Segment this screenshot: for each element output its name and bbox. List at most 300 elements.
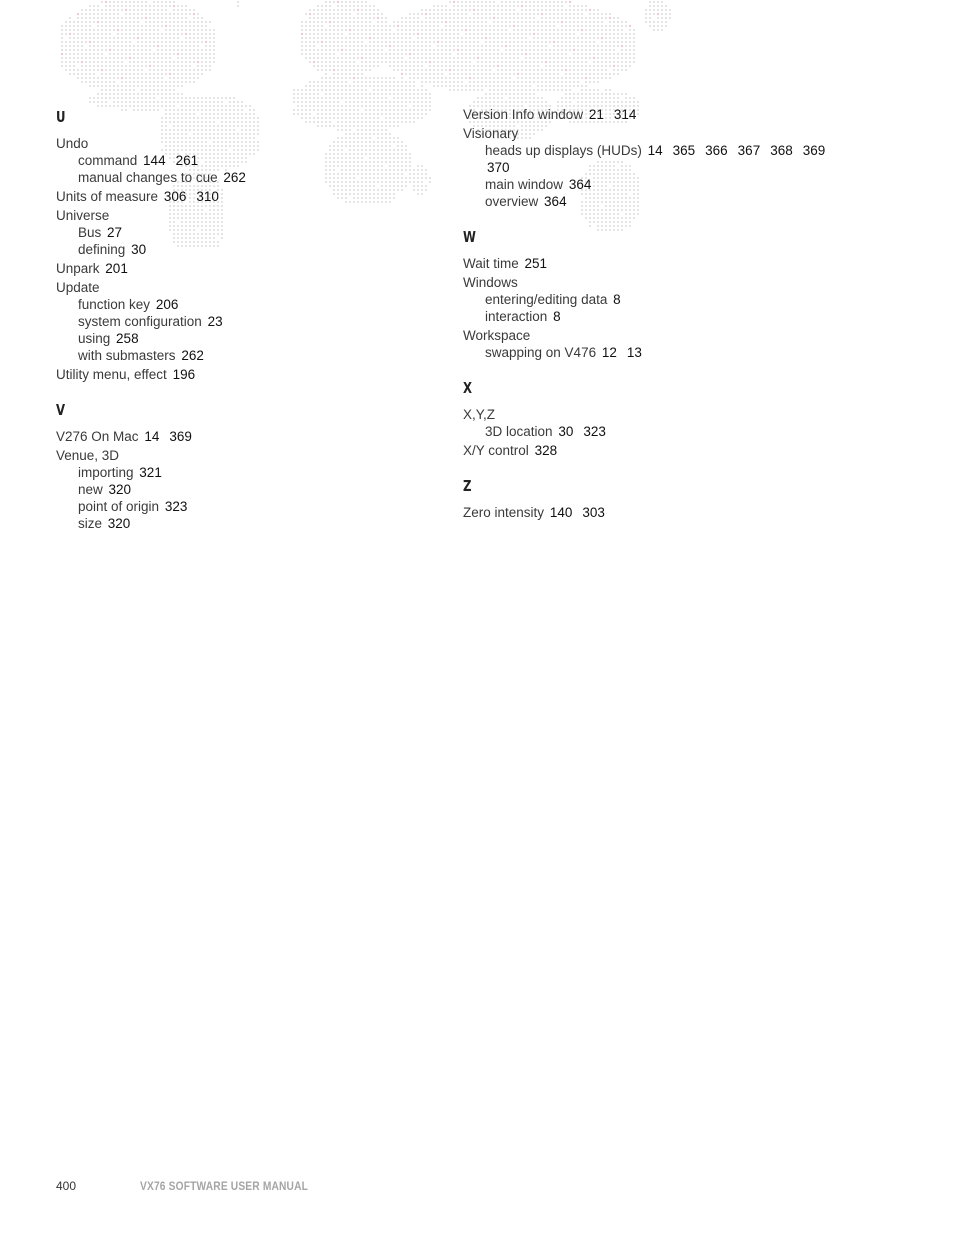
map-dot bbox=[609, 17, 611, 19]
map-dot bbox=[445, 57, 447, 59]
map-dot bbox=[85, 65, 87, 67]
map-dot bbox=[333, 77, 335, 79]
map-dot bbox=[93, 45, 95, 47]
map-dot bbox=[561, 37, 563, 39]
map-dot bbox=[505, 17, 507, 19]
map-dot bbox=[197, 77, 199, 79]
map-dot bbox=[169, 45, 171, 47]
map-dot bbox=[345, 21, 347, 23]
map-dot bbox=[497, 57, 499, 59]
map-dot bbox=[213, 29, 215, 31]
map-dot bbox=[425, 21, 427, 23]
map-dot bbox=[161, 65, 163, 67]
map-dot bbox=[333, 21, 335, 23]
map-dot bbox=[437, 73, 439, 75]
map-dot bbox=[169, 57, 171, 59]
map-dot bbox=[461, 73, 463, 75]
map-dot bbox=[417, 73, 419, 75]
map-dot bbox=[557, 33, 559, 35]
map-dot bbox=[601, 17, 603, 19]
map-dot bbox=[345, 45, 347, 47]
map-dot bbox=[433, 17, 435, 19]
map-dot bbox=[201, 101, 203, 103]
map-dot bbox=[481, 73, 483, 75]
map-dot bbox=[589, 41, 591, 43]
map-dot bbox=[105, 89, 107, 91]
map-dot bbox=[549, 25, 551, 27]
map-dot bbox=[573, 73, 575, 75]
map-dot bbox=[145, 81, 147, 83]
map-dot bbox=[553, 41, 555, 43]
map-dot bbox=[545, 21, 547, 23]
map-dot bbox=[329, 53, 331, 55]
map-dot bbox=[461, 57, 463, 59]
map-dot bbox=[565, 21, 567, 23]
map-dot bbox=[393, 61, 395, 63]
map-dot bbox=[125, 29, 127, 31]
map-dot bbox=[105, 33, 107, 35]
map-dot bbox=[653, 9, 655, 11]
map-dot bbox=[533, 65, 535, 67]
map-dot bbox=[453, 25, 455, 27]
map-dot bbox=[593, 17, 595, 19]
index-entry bbox=[56, 260, 436, 277]
map-dot bbox=[97, 13, 99, 15]
map-dot bbox=[337, 49, 339, 51]
map-dot bbox=[201, 41, 203, 43]
map-dot bbox=[561, 101, 563, 103]
map-dot bbox=[529, 61, 531, 63]
map-dot bbox=[525, 13, 527, 15]
map-dot bbox=[613, 21, 615, 23]
map-dot bbox=[489, 65, 491, 67]
map-dot bbox=[149, 97, 151, 99]
map-dot bbox=[81, 49, 83, 51]
map-dot bbox=[325, 97, 327, 99]
map-dot bbox=[469, 89, 471, 91]
map-dot bbox=[341, 93, 343, 95]
map-dot bbox=[533, 5, 535, 7]
map-dot bbox=[621, 33, 623, 35]
map-dot bbox=[625, 33, 627, 35]
map-dot bbox=[81, 29, 83, 31]
map-dot bbox=[73, 73, 75, 75]
map-dot bbox=[381, 33, 383, 35]
map-dot bbox=[209, 49, 211, 51]
map-dot bbox=[561, 97, 563, 99]
map-dot bbox=[89, 81, 91, 83]
map-dot bbox=[369, 65, 371, 67]
map-dot bbox=[513, 21, 515, 23]
map-dot bbox=[77, 57, 79, 59]
map-dot bbox=[65, 25, 67, 27]
map-dot bbox=[489, 97, 491, 99]
map-dot bbox=[205, 45, 207, 47]
map-dot bbox=[109, 21, 111, 23]
map-dot bbox=[625, 49, 627, 51]
map-dot bbox=[121, 81, 123, 83]
map-dot bbox=[481, 85, 483, 87]
map-dot bbox=[169, 53, 171, 55]
map-dot bbox=[105, 17, 107, 19]
map-dot bbox=[441, 53, 443, 55]
index-section bbox=[56, 106, 436, 383]
map-dot bbox=[137, 85, 139, 87]
map-dot bbox=[521, 37, 523, 39]
map-dot bbox=[597, 17, 599, 19]
map-dot bbox=[165, 53, 167, 55]
map-dot bbox=[653, 21, 655, 23]
map-dot bbox=[493, 33, 495, 35]
map-dot bbox=[173, 33, 175, 35]
map-dot bbox=[125, 101, 127, 103]
map-dot bbox=[501, 45, 503, 47]
map-dot bbox=[325, 73, 327, 75]
map-dot bbox=[469, 5, 471, 7]
map-dot bbox=[193, 97, 195, 99]
map-dot bbox=[445, 85, 447, 87]
map-dot bbox=[93, 69, 95, 71]
map-dot bbox=[465, 37, 467, 39]
map-dot bbox=[577, 61, 579, 63]
map-dot bbox=[133, 5, 135, 7]
map-dot bbox=[561, 65, 563, 67]
map-dot bbox=[557, 73, 559, 75]
map-dot bbox=[405, 33, 407, 35]
map-dot bbox=[609, 37, 611, 39]
map-dot bbox=[549, 21, 551, 23]
map-dot bbox=[405, 41, 407, 43]
map-dot bbox=[489, 1, 491, 3]
map-dot bbox=[537, 65, 539, 67]
map-dot bbox=[93, 81, 95, 83]
map-dot bbox=[577, 97, 579, 99]
map-dot bbox=[297, 97, 299, 99]
map-dot bbox=[337, 73, 339, 75]
map-dot bbox=[477, 77, 479, 79]
index-entry-line bbox=[463, 106, 893, 123]
map-dot bbox=[393, 33, 395, 35]
map-dot bbox=[557, 13, 559, 15]
map-dot bbox=[341, 41, 343, 43]
page-reference: 13 bbox=[626, 345, 642, 360]
map-dot bbox=[125, 77, 127, 79]
map-dot bbox=[381, 57, 383, 59]
map-dot bbox=[117, 77, 119, 79]
map-dot bbox=[133, 13, 135, 15]
map-dot bbox=[181, 49, 183, 51]
map-dot bbox=[569, 69, 571, 71]
map-dot bbox=[557, 85, 559, 87]
map-dot bbox=[521, 21, 523, 23]
map-dot bbox=[101, 29, 103, 31]
map-dot bbox=[349, 33, 351, 35]
map-dot bbox=[425, 45, 427, 47]
map-dot bbox=[137, 77, 139, 79]
map-dot bbox=[457, 65, 459, 67]
map-dot bbox=[525, 17, 527, 19]
map-dot bbox=[133, 21, 135, 23]
map-dot bbox=[101, 57, 103, 59]
map-dot bbox=[117, 93, 119, 95]
map-dot bbox=[609, 41, 611, 43]
map-dot bbox=[385, 53, 387, 55]
map-dot bbox=[429, 41, 431, 43]
map-dot bbox=[505, 33, 507, 35]
map-dot bbox=[489, 33, 491, 35]
map-dot bbox=[469, 37, 471, 39]
map-dot bbox=[393, 101, 395, 103]
map-dot bbox=[509, 57, 511, 59]
map-dot bbox=[413, 57, 415, 59]
map-dot bbox=[525, 41, 527, 43]
map-dot bbox=[89, 13, 91, 15]
map-dot bbox=[341, 33, 343, 35]
map-dot bbox=[417, 97, 419, 99]
map-dot bbox=[429, 13, 431, 15]
map-dot bbox=[425, 17, 427, 19]
map-dot bbox=[497, 41, 499, 43]
map-dot bbox=[509, 45, 511, 47]
map-dot bbox=[93, 41, 95, 43]
page-reference: 27 bbox=[107, 225, 123, 240]
map-dot bbox=[381, 41, 383, 43]
map-dot bbox=[321, 85, 323, 87]
map-dot bbox=[93, 85, 95, 87]
map-dot bbox=[441, 29, 443, 31]
page-reference: 364 bbox=[568, 177, 592, 192]
map-dot bbox=[505, 21, 507, 23]
map-dot bbox=[405, 89, 407, 91]
map-dot bbox=[545, 1, 547, 3]
map-dot bbox=[293, 97, 295, 99]
map-dot bbox=[529, 9, 531, 11]
map-dot bbox=[213, 61, 215, 63]
map-dot bbox=[433, 69, 435, 71]
map-dot bbox=[337, 81, 339, 83]
map-dot bbox=[305, 37, 307, 39]
map-dot bbox=[473, 57, 475, 59]
map-dot bbox=[513, 73, 515, 75]
index-entry bbox=[463, 274, 893, 325]
map-dot bbox=[441, 57, 443, 59]
map-dot bbox=[633, 29, 635, 31]
map-dot bbox=[105, 61, 107, 63]
map-dot bbox=[133, 49, 135, 51]
map-dot bbox=[373, 5, 375, 7]
map-dot bbox=[181, 61, 183, 63]
map-dot bbox=[389, 57, 391, 59]
map-dot bbox=[389, 93, 391, 95]
map-dot bbox=[605, 33, 607, 35]
index-entry-line bbox=[463, 406, 893, 423]
map-dot bbox=[125, 65, 127, 67]
map-dot bbox=[345, 89, 347, 91]
map-dot bbox=[565, 93, 567, 95]
map-dot bbox=[185, 65, 187, 67]
map-dot bbox=[481, 13, 483, 15]
map-dot bbox=[585, 25, 587, 27]
map-dot bbox=[385, 85, 387, 87]
map-dot bbox=[101, 53, 103, 55]
map-dot bbox=[465, 49, 467, 51]
map-dot bbox=[161, 21, 163, 23]
map-dot bbox=[321, 5, 323, 7]
map-dot bbox=[633, 41, 635, 43]
map-dot bbox=[589, 25, 591, 27]
page-reference: 314 bbox=[613, 107, 637, 122]
map-dot bbox=[105, 13, 107, 15]
map-dot bbox=[589, 13, 591, 15]
map-dot bbox=[441, 41, 443, 43]
map-dot bbox=[325, 49, 327, 51]
map-dot bbox=[581, 69, 583, 71]
map-dot bbox=[113, 61, 115, 63]
map-dot bbox=[541, 17, 543, 19]
map-dot bbox=[549, 81, 551, 83]
map-dot bbox=[73, 65, 75, 67]
map-dot bbox=[141, 1, 143, 3]
map-dot bbox=[69, 49, 71, 51]
map-dot bbox=[209, 45, 211, 47]
map-dot bbox=[441, 69, 443, 71]
map-dot bbox=[317, 61, 319, 63]
map-dot bbox=[597, 57, 599, 59]
map-dot bbox=[429, 93, 431, 95]
map-dot bbox=[349, 93, 351, 95]
map-dot bbox=[369, 61, 371, 63]
map-dot bbox=[525, 5, 527, 7]
map-dot bbox=[557, 21, 559, 23]
map-dot bbox=[429, 73, 431, 75]
map-dot bbox=[325, 65, 327, 67]
map-dot bbox=[141, 77, 143, 79]
map-dot bbox=[473, 33, 475, 35]
map-dot bbox=[165, 21, 167, 23]
map-dot bbox=[425, 77, 427, 79]
map-dot bbox=[165, 37, 167, 39]
map-dot bbox=[469, 25, 471, 27]
map-dot bbox=[353, 73, 355, 75]
map-dot bbox=[161, 101, 163, 103]
map-dot bbox=[165, 93, 167, 95]
map-dot bbox=[589, 97, 591, 99]
map-dot bbox=[485, 93, 487, 95]
map-dot bbox=[581, 17, 583, 19]
map-dot bbox=[501, 81, 503, 83]
map-dot bbox=[129, 85, 131, 87]
map-dot bbox=[493, 29, 495, 31]
map-dot bbox=[97, 41, 99, 43]
map-dot bbox=[545, 57, 547, 59]
map-dot bbox=[517, 29, 519, 31]
map-dot bbox=[185, 33, 187, 35]
map-dot bbox=[409, 49, 411, 51]
map-dot bbox=[173, 9, 175, 11]
map-dot bbox=[453, 77, 455, 79]
map-dot bbox=[173, 21, 175, 23]
map-dot bbox=[157, 41, 159, 43]
map-dot bbox=[457, 9, 459, 11]
map-dot bbox=[617, 69, 619, 71]
map-dot bbox=[545, 29, 547, 31]
map-dot bbox=[437, 13, 439, 15]
map-dot bbox=[629, 29, 631, 31]
map-dot bbox=[385, 33, 387, 35]
map-dot bbox=[153, 29, 155, 31]
map-dot bbox=[89, 17, 91, 19]
map-dot bbox=[181, 81, 183, 83]
map-dot bbox=[141, 9, 143, 11]
map-dot bbox=[605, 25, 607, 27]
map-dot bbox=[449, 33, 451, 35]
map-dot bbox=[193, 13, 195, 15]
map-dot bbox=[413, 41, 415, 43]
map-dot bbox=[485, 21, 487, 23]
map-dot bbox=[145, 89, 147, 91]
map-dot bbox=[513, 9, 515, 11]
map-dot bbox=[521, 9, 523, 11]
map-dot bbox=[345, 41, 347, 43]
map-dot bbox=[621, 57, 623, 59]
map-dot bbox=[197, 53, 199, 55]
map-dot bbox=[65, 45, 67, 47]
map-dot bbox=[369, 49, 371, 51]
index-entry-line bbox=[56, 188, 436, 205]
map-dot bbox=[401, 93, 403, 95]
map-dot bbox=[333, 25, 335, 27]
map-dot bbox=[65, 29, 67, 31]
map-dot bbox=[449, 65, 451, 67]
map-dot bbox=[493, 5, 495, 7]
map-dot bbox=[473, 85, 475, 87]
map-dot bbox=[325, 1, 327, 3]
map-dot bbox=[601, 29, 603, 31]
map-dot bbox=[481, 33, 483, 35]
index-term: Zero intensity bbox=[463, 505, 545, 520]
map-dot bbox=[465, 53, 467, 55]
map-dot bbox=[81, 57, 83, 59]
map-dot bbox=[337, 85, 339, 87]
map-dot bbox=[345, 53, 347, 55]
map-dot bbox=[509, 101, 511, 103]
map-dot bbox=[429, 53, 431, 55]
map-dot bbox=[329, 45, 331, 47]
map-dot bbox=[337, 21, 339, 23]
section-letter: U bbox=[56, 108, 66, 126]
map-dot bbox=[157, 65, 159, 67]
map-dot bbox=[521, 69, 523, 71]
map-dot bbox=[597, 65, 599, 67]
map-dot bbox=[589, 21, 591, 23]
map-dot bbox=[177, 33, 179, 35]
map-dot bbox=[337, 29, 339, 31]
map-dot bbox=[541, 29, 543, 31]
map-dot bbox=[121, 9, 123, 11]
page-reference: 14 bbox=[647, 143, 663, 158]
map-dot bbox=[529, 5, 531, 7]
index-term: Units of measure bbox=[56, 189, 159, 204]
map-dot bbox=[329, 9, 331, 11]
map-dot bbox=[617, 37, 619, 39]
map-dot bbox=[349, 9, 351, 11]
map-dot bbox=[421, 101, 423, 103]
map-dot bbox=[625, 25, 627, 27]
map-dot bbox=[337, 25, 339, 27]
map-dot bbox=[457, 17, 459, 19]
map-dot bbox=[153, 33, 155, 35]
map-dot bbox=[205, 61, 207, 63]
